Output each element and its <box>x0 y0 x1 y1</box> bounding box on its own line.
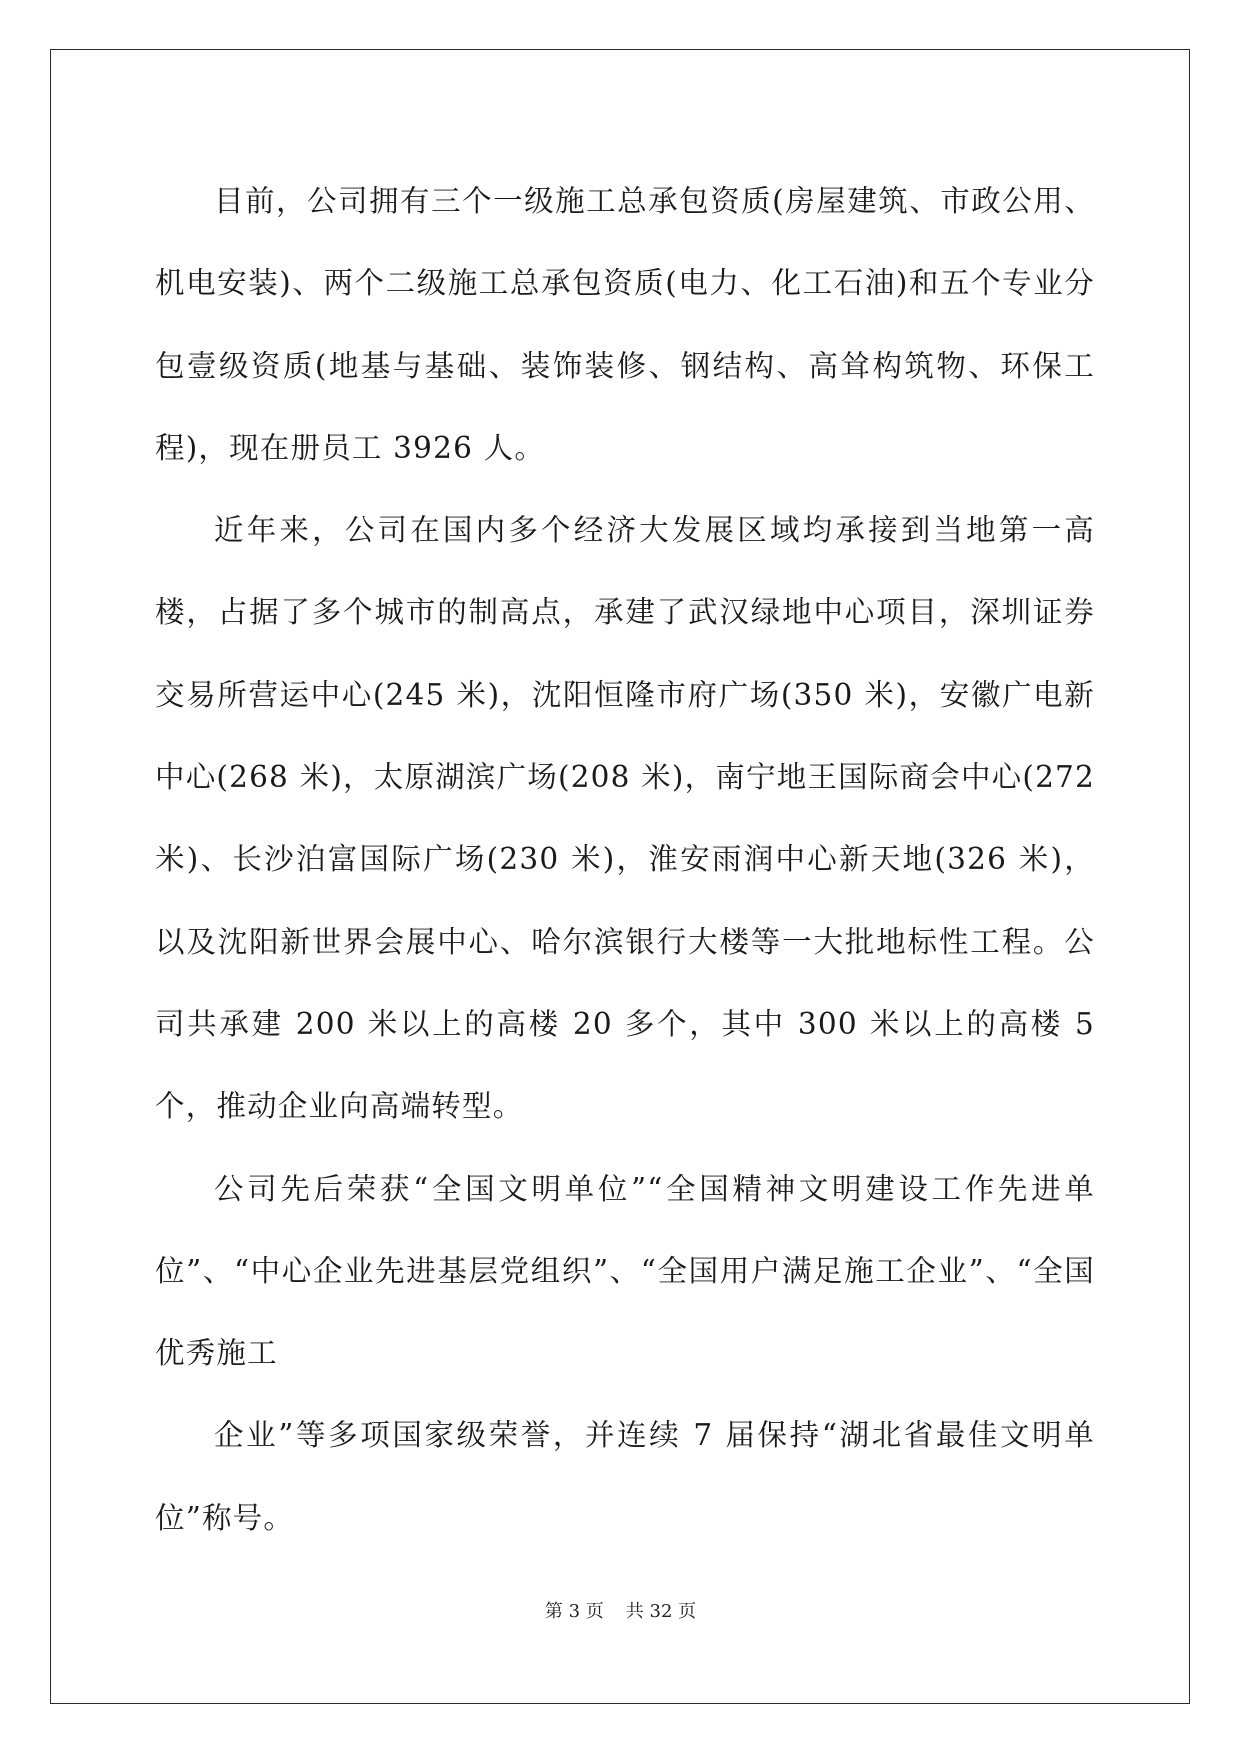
document-body <box>155 160 1095 1559</box>
page-total: 共 32 页 <box>625 1601 697 1622</box>
paragraph-honors: 公司先后荣获“全国文明单位”“全国精神文明建设工作先进单位”、“中心企业先进基层党组织”、“全国用户满足施工企业”、“全国优秀施工 <box>155 1171 1095 1371</box>
page-number: 第 3 页 <box>544 1601 604 1622</box>
paragraph-honors-continued: 企业”等多项国家级荣誉，并连续 7 届保持“湖北省最佳文明单位”称号。 <box>155 1418 1095 1535</box>
paragraph-qualifications: 目前，公司拥有三个一级施工总承包资质(房屋建筑、市政公用、机电安装)、两个二级施工总承包资质(电力、化工石油)和五个专业分包壹级资质(地基与基础、装饰装修、钢结构、高耸构筑物、环保工程)，现在册员工 3926 人。 <box>155 184 1095 465</box>
paragraph-projects: 近年来，公司在国内多个经济大发展区域均承接到当地第一高楼，占据了多个城市的制高点，承建了武汉绿地中心项目，深圳证券交易所营运中心(245 米)，沈阳恒隆市府广场(350 米)，安徽广电新中心(268 米)，太原湖滨广场(208 米)，南宁地王国际商会中心(272 米)、长沙泊富国际广场(230 米)，淮安雨润中心新天地(326 米)，以及沈阳新世界会展中心、哈尔滨银行大楼等一大批地标性工程。公司共承建 200 米以上的高楼 20 多个，其中 300 米以上的高楼 5 个，推动企业向高端转型。 <box>155 513 1095 1124</box>
page-footer <box>0 1600 1241 1624</box>
